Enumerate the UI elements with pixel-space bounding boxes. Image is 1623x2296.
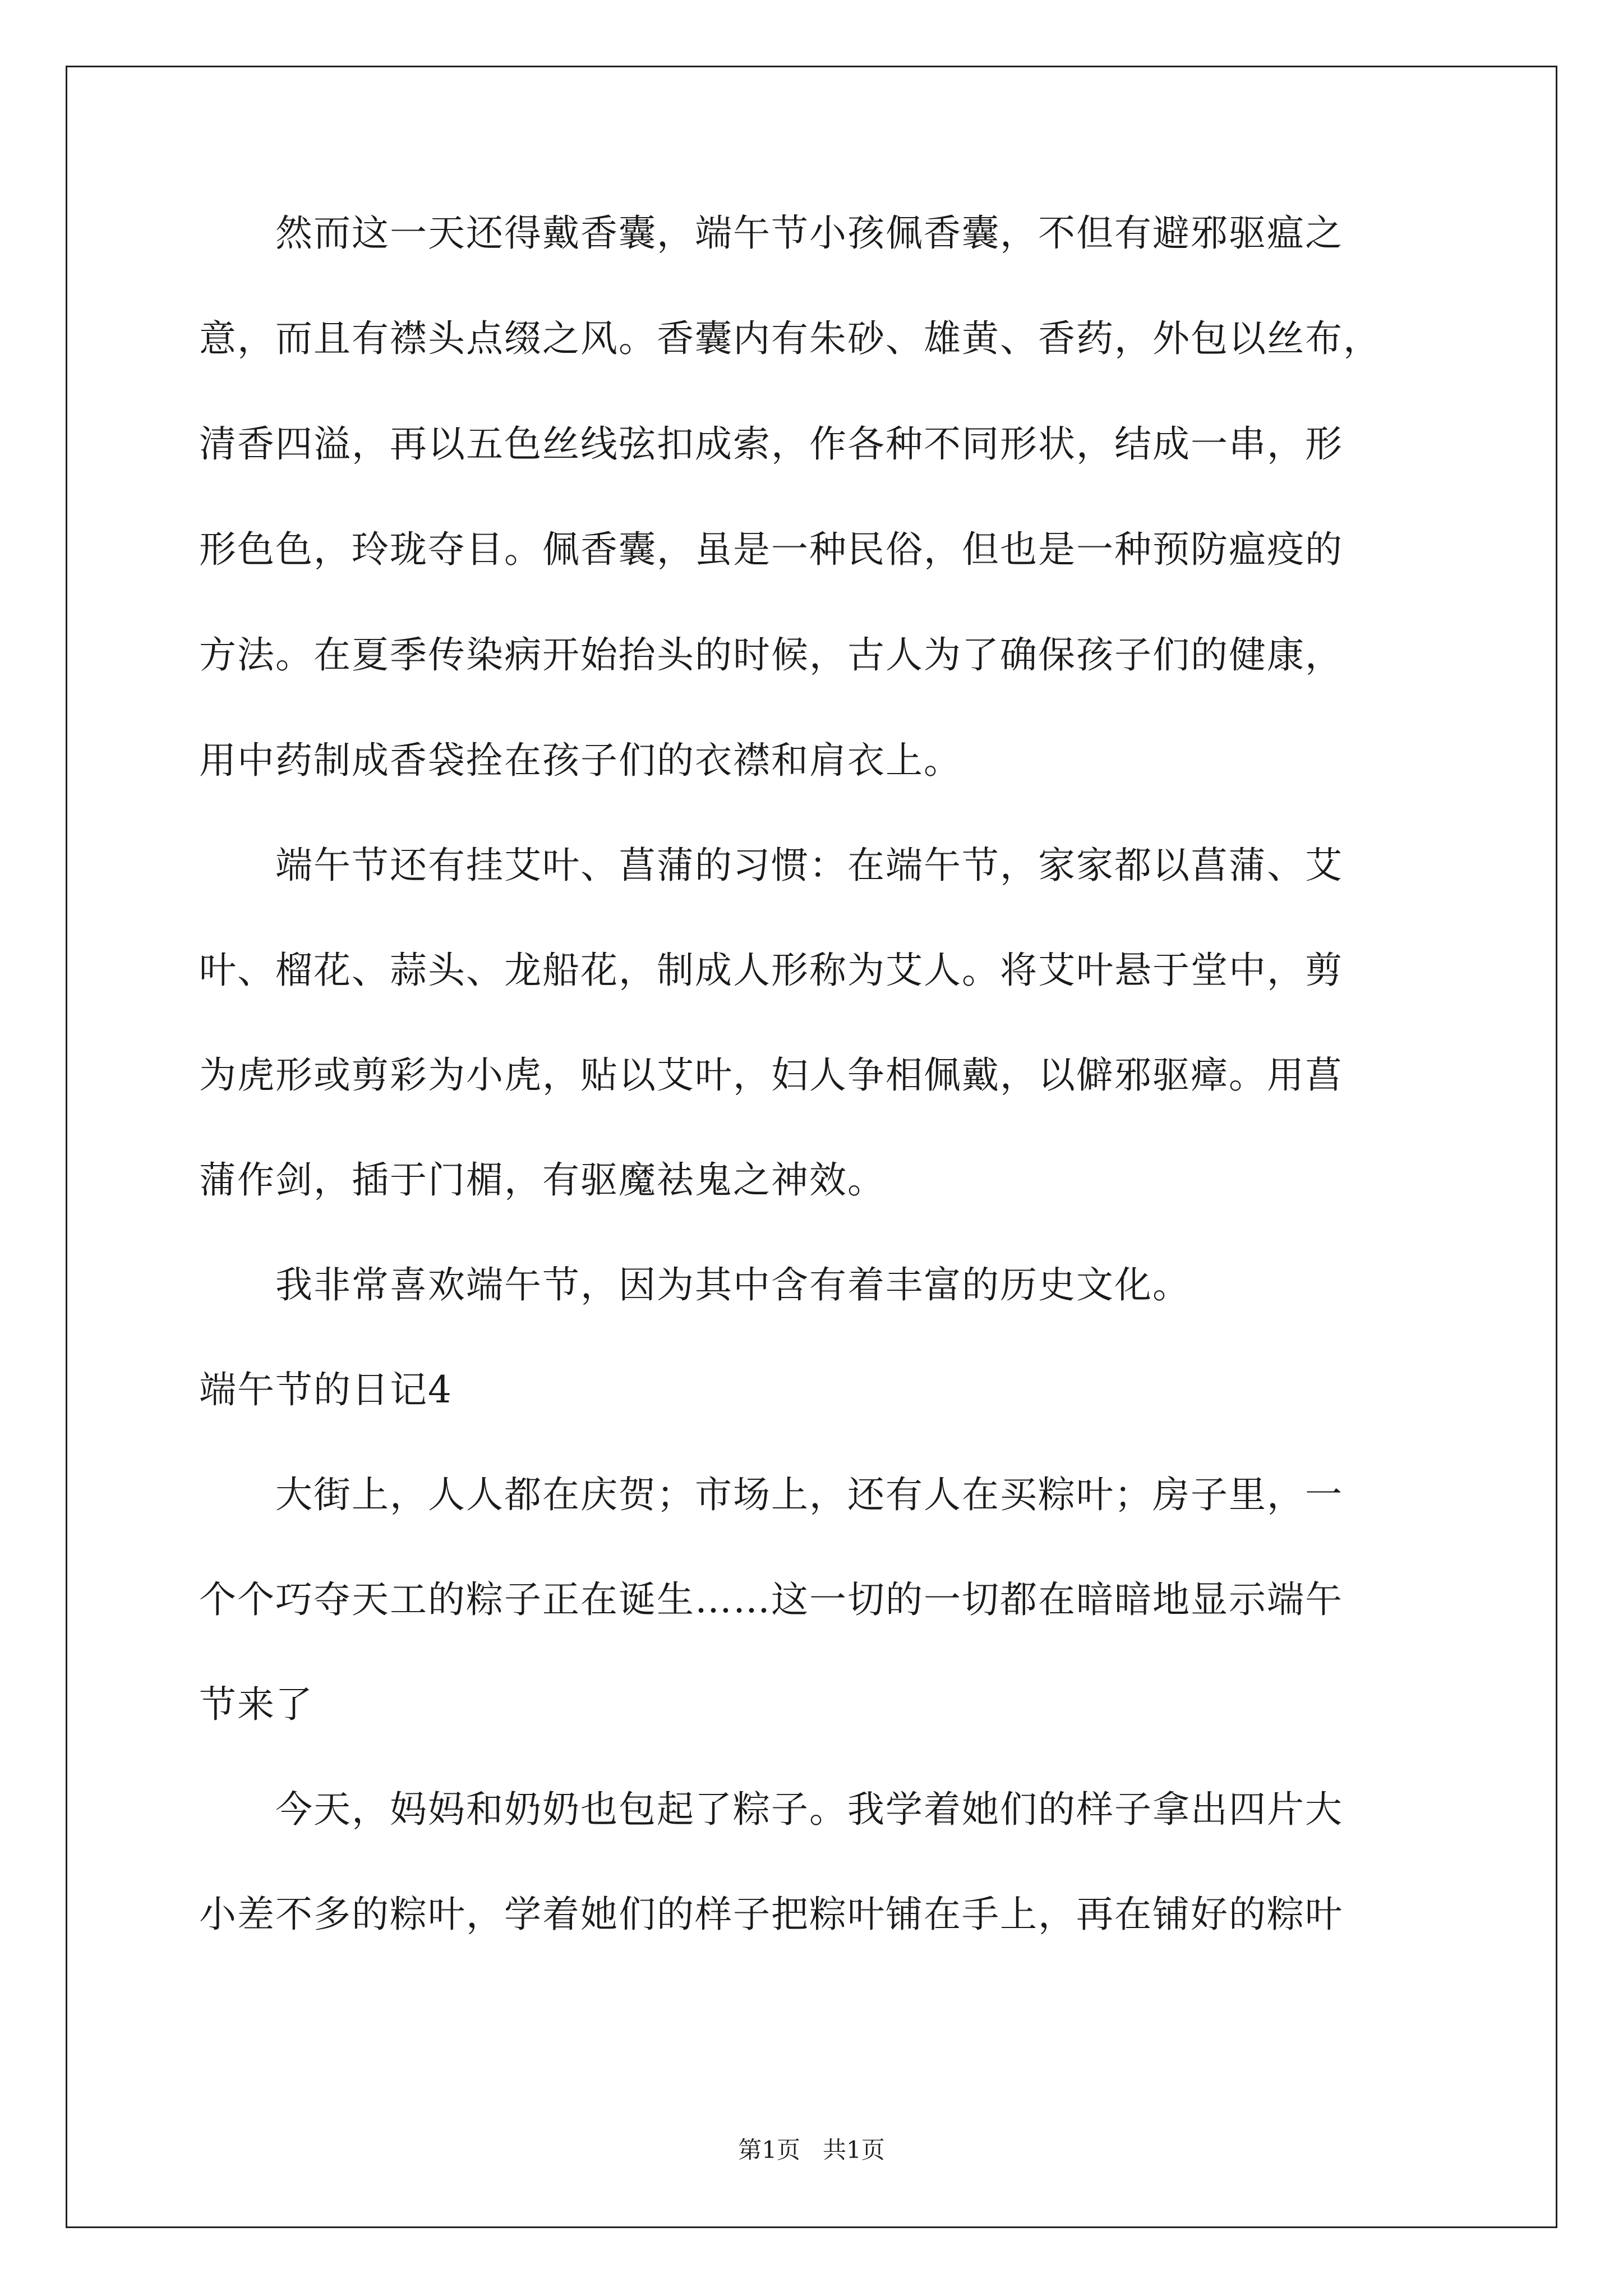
text-line: 蒲作剑，插于门楣，有驱魔祛鬼之神效。 (199, 1158, 886, 1202)
text-line: 今天，妈妈和奶奶也包起了粽子。我学着她们的样子拿出四片大 (199, 1788, 1343, 1831)
text-line: 我非常喜欢端午节，因为其中含有着丰富的历史文化。 (199, 1263, 1191, 1306)
text-line: 然而这一天还得戴香囊，端午节小孩佩香囊，不但有避邪驱瘟之 (199, 211, 1343, 255)
page-number-footer: 第1页 共1页 (738, 2136, 885, 2164)
document-body (199, 211, 1433, 1936)
text-line: 方法。在夏季传染病开始抬头的时候，古人为了确保孩子们的健康， (199, 633, 1343, 677)
section-heading: 端午节的日记4 (199, 1368, 453, 1411)
text-line: 形色色，玲珑夺目。佩香囊，虽是一种民俗，但也是一种预防瘟疫的 (199, 528, 1343, 571)
text-line: 用中药制成香袋拴在孩子们的衣襟和肩衣上。 (199, 739, 962, 782)
text-line: 个个巧夺天工的粽子正在诞生……这一切的一切都在暗暗地显示端午 (199, 1578, 1343, 1621)
text-line: 意，而且有襟头点缀之风。香囊内有朱砂、雄黄、香药，外包以丝布， (199, 317, 1381, 360)
text-line: 小差不多的粽叶，学着她们的样子把粽叶铺在手上，再在铺好的粽叶 (199, 1893, 1343, 1936)
text-line: 为虎形或剪彩为小虎，贴以艾叶，妇人争相佩戴，以僻邪驱瘴。用菖 (199, 1053, 1343, 1097)
text-line: 大街上，人人都在庆贺；市场上，还有人在买粽叶；房子里，一 (199, 1473, 1343, 1516)
text-line: 叶、榴花、蒜头、龙船花，制成人形称为艾人。将艾叶悬于堂中，剪 (199, 949, 1343, 992)
text-line: 端午节还有挂艾叶、菖蒲的习惯：在端午节，家家都以菖蒲、艾 (199, 844, 1343, 887)
text-line: 清香四溢，再以五色丝线弦扣成索，作各种不同形状，结成一串，形 (199, 422, 1343, 466)
text-line: 节来了 (199, 1683, 313, 1726)
